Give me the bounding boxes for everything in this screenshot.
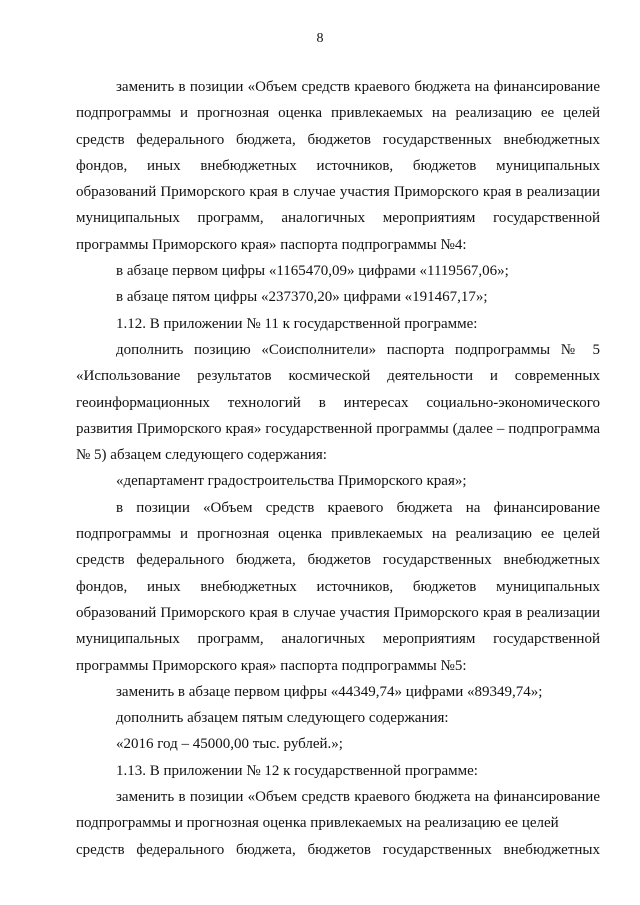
paragraph-10: «2016 год – 45000,00 тыс. рублей.»;: [116, 736, 343, 753]
paragraph-1: заменить в позиции «Объем средств краевого бюджета на финансирование подпрограммы и прогнозная оценка привлекаемых на реализацию ее целей средств федерального бюджета, бюджетов государственных внебюджетных фондов, иных внебюджетных источников, бюджетов муниципальных образований Приморского края в случае участия Приморского края в реализации муниципальных программ, аналогичных мероприятиям государственной программы Приморского края» паспорта подпрограммы №4:: [76, 79, 600, 253]
paragraph-9: дополнить абзацем пятым следующего содержания:: [116, 710, 449, 727]
paragraph-11: 1.13. В приложении № 12 к государственной программе:: [116, 762, 478, 779]
document-body: [76, 74, 600, 863]
paragraph-5: дополнить позицию «Соисполнители» паспорта подпрограммы № 5 «Использование результатов космической деятельности и современных геоинформационных технологий в интересах социально-экономического развития Приморского края» государственной программы (далее – подпрограмма № 5) абзацем следующего содержания:: [76, 341, 600, 464]
page-number: 8: [316, 31, 324, 46]
paragraph-3: в абзаце пятом цифры «237370,20» цифрами «191467,17»;: [116, 289, 488, 306]
paragraph-4: 1.12. В приложении № 11 к государственной программе:: [116, 315, 478, 332]
paragraph-8: заменить в абзаце первом цифры «44349,74» цифрами «89349,74»;: [116, 683, 543, 700]
paragraph-7: в позиции «Объем средств краевого бюджета на финансирование подпрограммы и прогнозная оценка привлекаемых на реализацию ее целей средств федерального бюджета, бюджетов государственных внебюджетных фондов, иных внебюджетных источников, бюджетов муниципальных образований Приморского края в случае участия Приморского края в реализации муниципальных программ, аналогичных мероприятиям государственной программы Приморского края» паспорта подпрограммы №5:: [76, 499, 600, 674]
paragraph-13: средств федерального бюджета, бюджетов государственных внебюджетных: [76, 841, 600, 858]
paragraph-2: в абзаце первом цифры «1165470,09» цифрами «1119567,06»;: [116, 263, 509, 280]
paragraph-12: заменить в позиции «Объем средств краевого бюджета на финансирование подпрограммы и прогнозная оценка привлекаемых на реализацию ее целей: [76, 789, 600, 832]
paragraph-6: «департамент градостроительства Приморского края»;: [116, 473, 467, 490]
